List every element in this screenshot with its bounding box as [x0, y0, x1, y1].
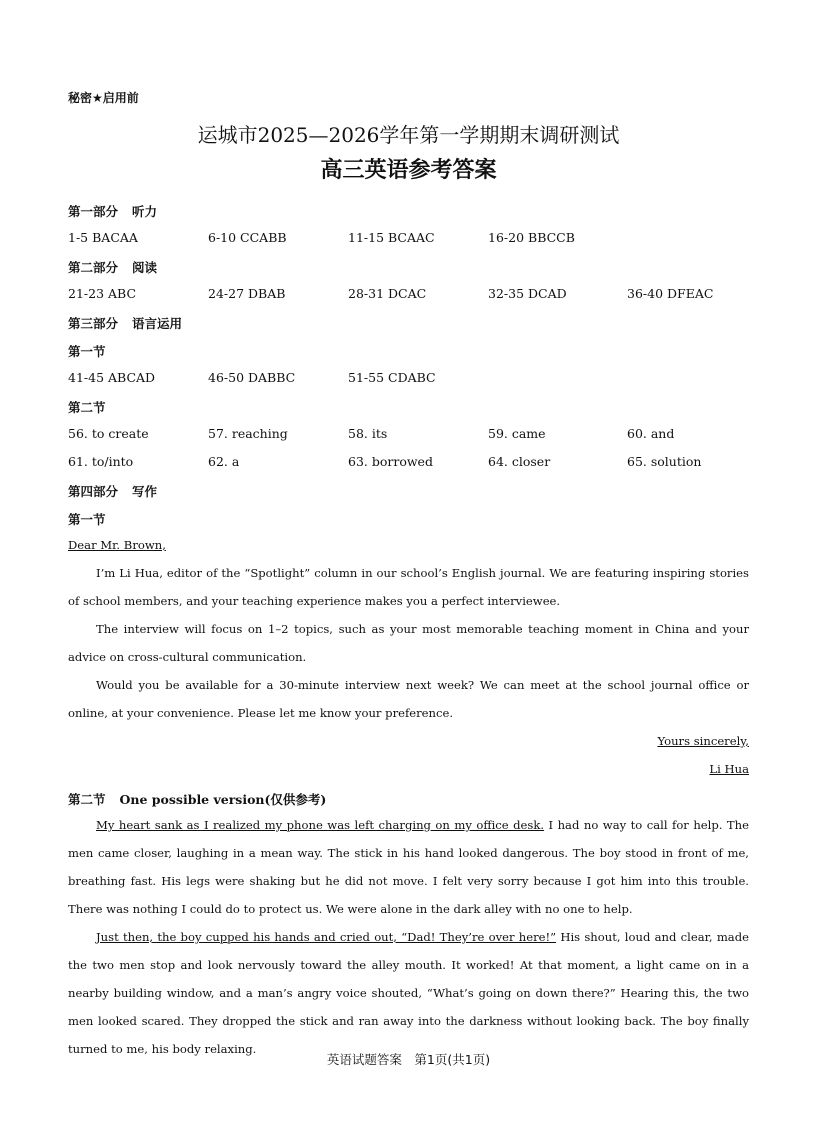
letter-paragraph: Would you be available for a 30-minute interview next week? We can meet at the school journal office or online, at your convenience. Please let me know your preference.: [68, 678, 749, 720]
answer-group: 51-55 CDABC: [348, 370, 436, 385]
answer-item: 61. to/into: [68, 454, 134, 469]
part3-section2-answers-row-1: [0, 426, 817, 442]
letter-paragraph: I’m Li Hua, editor of the “Spotlight” column in our school’s English journal. We are featuring inspiring stories of school members, and your teaching experience makes you a perfect interviewee.: [68, 566, 749, 608]
letter-salutation: Dear Mr. Brown,: [68, 538, 166, 552]
part4-section2-heading: 第二节 One possible version(仅供参考): [68, 792, 327, 807]
letter-paragraph: The interview will focus on 1–2 topics, such as your most memorable teaching moment in China and your advice on cross-cultural communication.: [68, 622, 749, 664]
page-footer: 英语试题答案 第1页(共1页): [326, 1052, 491, 1067]
answer-item: 56. to create: [68, 426, 149, 441]
answer-group: 41-45 ABCAD: [68, 370, 156, 385]
answer-group: 36-40 DFEAC: [627, 286, 714, 301]
answer-group: 46-50 DABBC: [208, 370, 296, 385]
story-paragraph: Just then, the boy cupped his hands and cried out, “Dad! They’re over here!” His shout, loud and clear, made the two men stop and look nervously toward the alley mouth. It worked! At that moment, a light came on in a nearby building window, and a man’s angry voice shouted, “What’s going on down there?” Hearing this, the two men looked scared. They dropped the stick and ran away into the darkness without looking back. The boy finally turned to me, his body relaxing.: [68, 930, 750, 1056]
answer-group: 24-27 DBAB: [208, 286, 286, 301]
answer-item: 59. came: [488, 426, 546, 441]
part1-answers-row: [0, 230, 817, 246]
part3-section2-heading: 第二节: [68, 400, 106, 415]
part3-section1-answers-row: [0, 370, 817, 386]
given-sentence: My heart sank as I realized my phone was left charging on my office desk.: [96, 818, 545, 832]
sample-letter: [68, 531, 749, 783]
answer-item: 63. borrowed: [348, 454, 433, 469]
part4-section1-heading: 第一节: [68, 512, 106, 527]
answer-group: 21-23 ABC: [68, 286, 137, 301]
part3-section2-answers-row-2: [0, 454, 817, 470]
story-paragraph: My heart sank as I realized my phone was left charging on my office desk. I had no way to call for help. The men came closer, laughing in a mean way. The stick in his hand looked dangerous. The boy stood in front of me, breathing fast. His legs were shaking but he did not move. I felt very sorry because I got him into this trouble. There was nothing I could do to protect us. We were alone in the dark alley with no one to help.: [68, 818, 749, 916]
part4-heading: 第四部分 写作: [68, 484, 158, 499]
answer-item: 65. solution: [627, 454, 702, 469]
answer-group: 28-31 DCAC: [348, 286, 427, 301]
answer-item: 64. closer: [488, 454, 551, 469]
answer-group: 16-20 BBCCB: [488, 230, 575, 245]
letter-closing: Yours sincerely,: [657, 734, 749, 748]
answer-key-title: 高三英语参考答案: [320, 158, 497, 183]
answer-group: 6-10 CCABB: [208, 230, 287, 245]
part2-answers-row: [0, 286, 817, 302]
letter-signature: Li Hua: [709, 762, 749, 776]
part1-heading: 第一部分 听力: [68, 204, 158, 219]
part2-heading: 第二部分 阅读: [68, 260, 158, 275]
confidential-mark: 秘密★启用前: [68, 91, 139, 105]
answer-item: 62. a: [208, 454, 240, 469]
answer-group: 32-35 DCAD: [488, 286, 567, 301]
answer-item: 57. reaching: [208, 426, 288, 441]
given-sentence: Just then, the boy cupped his hands and cried out, “Dad! They’re over here!”: [96, 930, 557, 944]
sample-story: [68, 811, 749, 1063]
exam-title: 运城市2025—2026学年第一学期期末调研测试: [197, 123, 620, 147]
part3-section1-heading: 第一节: [68, 344, 106, 359]
answer-item: 58. its: [348, 426, 388, 441]
part3-heading: 第三部分 语言运用: [68, 316, 183, 331]
answer-group: 1-5 BACAA: [68, 230, 138, 245]
answer-item: 60. and: [627, 426, 675, 441]
answer-group: 11-15 BCAAC: [348, 230, 435, 245]
